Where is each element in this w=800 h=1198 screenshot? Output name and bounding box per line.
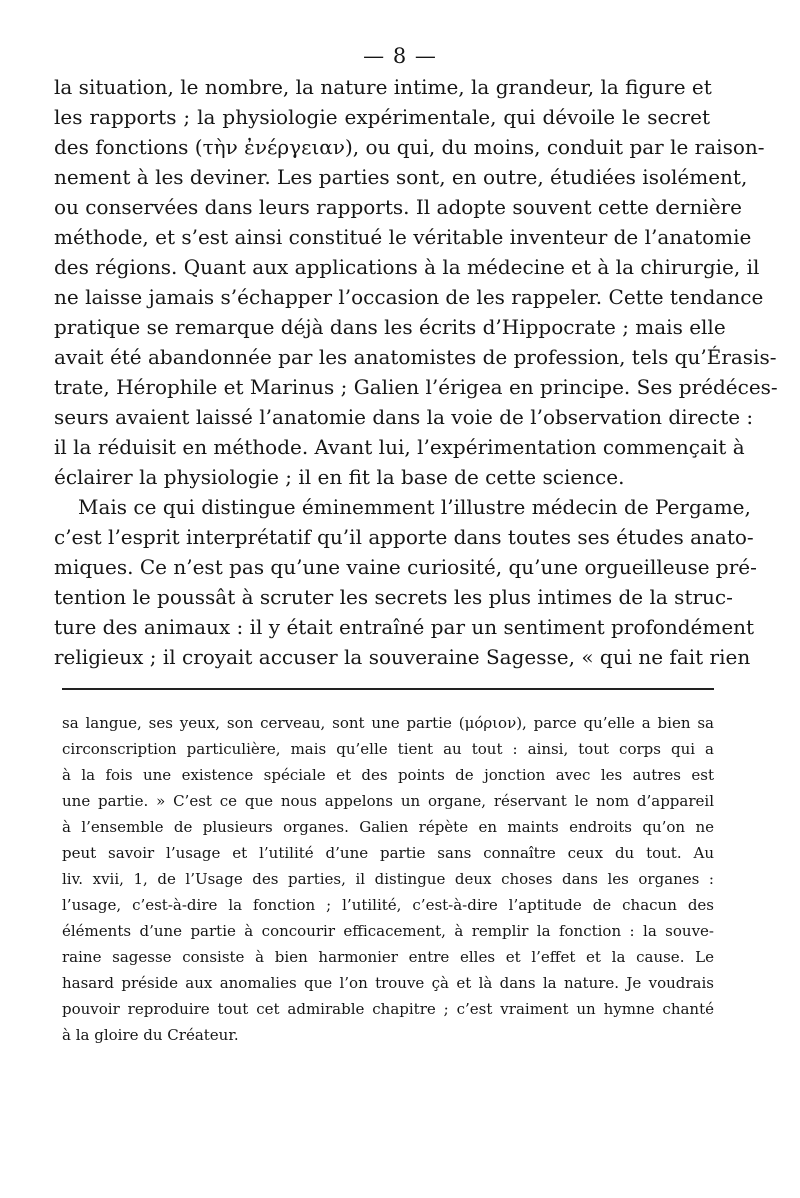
text-line: nement à les deviner. Les parties sont, en outre, étudiées isolément, bbox=[54, 165, 748, 189]
page-number: — 8 — bbox=[363, 44, 437, 68]
text-line: c’est l’esprit interprétatif qu’il apporte dans toutes ses études anato- bbox=[54, 525, 754, 549]
footnote-line: sa langue, ses yeux, son cerveau, sont une partie (μόριον), parce qu’elle a bien sa bbox=[62, 714, 714, 732]
text-line: des fonctions (τὴν ἐνέργειαν), ou qui, du moins, conduit par le raison- bbox=[54, 135, 765, 159]
footnote-line: circonscription particulière, mais qu’elle tient au tout : ainsi, tout corps qui a bbox=[62, 740, 714, 758]
text-line: les rapports ; la physiologie expérimentale, qui dévoile le secret bbox=[54, 105, 710, 129]
text-line: ture des animaux : il y était entraîné par un sentiment profondément bbox=[54, 615, 755, 639]
text-line: avait été abandonnée par les anatomistes de profession, tels qu’Érasis- bbox=[54, 345, 777, 369]
footnote-line: peut savoir l’usage et l’utilité d’une partie sans connaître ceux du tout. Au bbox=[62, 844, 714, 862]
text-line: il la réduisit en méthode. Avant lui, l’expérimentation commençait à bbox=[54, 435, 745, 459]
text-line: trate, Hérophile et Marinus ; Galien l’érigea en principe. Ses prédéces- bbox=[54, 375, 778, 399]
text-line: seurs avaient laissé l’anatomie dans la voie de l’observation directe : bbox=[54, 405, 754, 429]
text-line: ne laisse jamais s’échapper l’occasion de les rappeler. Cette tendance bbox=[54, 285, 764, 309]
footnote-separator-rule bbox=[62, 688, 714, 690]
text-line: éclairer la physiologie ; il en fit la base de cette science. bbox=[54, 465, 625, 489]
footnote-line: à la fois une existence spéciale et des points de jonction avec les autres est bbox=[62, 766, 714, 784]
text-line: la situation, le nombre, la nature intime, la grandeur, la figure et bbox=[54, 75, 712, 99]
text-line: ou conservées dans leurs rapports. Il adopte souvent cette dernière bbox=[54, 195, 742, 219]
text-line: des régions. Quant aux applications à la médecine et à la chirurgie, il bbox=[54, 255, 760, 279]
footnote-line: raine sagesse consiste à bien harmonier entre elles et l’effet et la cause. Le bbox=[62, 948, 714, 966]
footnote-line: liv. xvii, 1, de l’Usage des parties, il distingue deux choses dans les organes : bbox=[62, 870, 714, 888]
footnote-line: hasard préside aux anomalies que l’on trouve çà et là dans la nature. Je voudrais bbox=[62, 974, 714, 992]
text-line: religieux ; il croyait accuser la souveraine Sagesse, « qui ne fait rien bbox=[54, 645, 751, 669]
text-line: méthode, et s’est ainsi constitué le véritable inventeur de l’anatomie bbox=[54, 225, 752, 249]
footnote-line: éléments d’une partie à concourir efficacement, à remplir la fonction : la souve- bbox=[62, 922, 714, 940]
footnote-line: à l’ensemble de plusieurs organes. Galien répète en maints endroits qu’on ne bbox=[62, 818, 714, 836]
footnote-line: l’usage, c’est-à-dire la fonction ; l’utilité, c’est-à-dire l’aptitude de chacun des bbox=[62, 896, 714, 914]
footnote-line: une partie. » C’est ce que nous appelons un organe, réservant le nom d’appareil bbox=[62, 792, 714, 810]
text-line: miques. Ce n’est pas qu’une vaine curiosité, qu’une orgueilleuse pré- bbox=[54, 555, 757, 579]
paragraph-first-line: Mais ce qui distingue éminemment l’illustre médecin de Pergame, bbox=[78, 495, 751, 519]
footnote-line: à la gloire du Créateur. bbox=[62, 1026, 239, 1044]
text-line: pratique se remarque déjà dans les écrits d’Hippocrate ; mais elle bbox=[54, 315, 726, 339]
text-line: tention le poussât à scruter les secrets les plus intimes de la struc- bbox=[54, 585, 733, 609]
footnote-line: pouvoir reproduire tout cet admirable chapitre ; c’est vraiment un hymne chanté bbox=[62, 1000, 714, 1018]
